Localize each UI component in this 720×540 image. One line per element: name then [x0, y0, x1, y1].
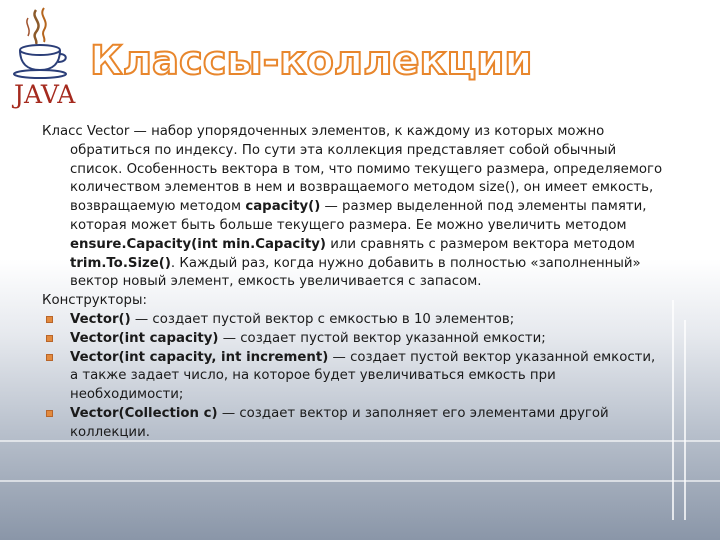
intro-text: . Каждый раз, когда нужно добавить в полностью «заполненный» вектор новый элемент, емкость увеличивается с запасом.	[70, 255, 641, 290]
method-capacity: capacity()	[245, 199, 321, 215]
constructor-description: — создает пустой вектор с емкостью в 10 элементов;	[130, 311, 515, 327]
decor-stripe	[684, 320, 686, 520]
java-logo	[6, 4, 76, 108]
intro-text: или сравнять с размером вектора методом	[325, 236, 635, 252]
coffee-cup-icon	[6, 4, 76, 82]
intro-text: — размер выделенной под элементы памяти, которая может быть больше текущего размера. Ее можно увеличить методом	[70, 199, 647, 233]
list-item	[42, 349, 664, 405]
constructor-description: — создает вектор и заполняет его элементами другой коллекции.	[70, 405, 609, 440]
decor-stripe	[0, 480, 720, 482]
constructors-list	[42, 311, 664, 443]
constructor-signature: Vector(int capacity, int increment)	[70, 349, 329, 365]
intro-paragraph	[42, 123, 664, 292]
intro-lead: Класс Vector	[42, 124, 130, 139]
constructor-signature: Vector(int capacity)	[70, 330, 219, 346]
constructor-description: — создает пустой вектор указанной емкости;	[218, 330, 546, 346]
bullet-icon	[46, 316, 53, 323]
java-logo-text: JAVA	[14, 80, 76, 109]
constructor-description: — создает пустой вектор указанной емкости, а также задает число, на которое будет увеличиваться емкость при необходимости;	[70, 349, 656, 403]
slide-body	[42, 123, 664, 443]
constructor-signature: Vector(Collection c)	[70, 405, 218, 421]
list-item	[42, 311, 664, 330]
intro-text: — набор упорядоченных элементов, к каждому из которых можно обратиться по индексу. По сути эта коллекция представляет собой обычный список. Особенность вектора в том, что помимо текущего размера, определяемого количеством элементов в нем и возвращаемого методом size(), он имеет емкость, возвращаемую методом	[70, 124, 663, 215]
method-ensure-capacity: ensure.Capacity(int min.Capacity)	[70, 236, 326, 252]
bullet-icon	[46, 354, 53, 361]
bullet-icon	[46, 410, 53, 417]
slide-title: Классы-коллекции	[90, 38, 533, 84]
list-item	[42, 405, 664, 443]
list-item	[42, 330, 664, 349]
constructors-label: Конструкторы:	[42, 293, 147, 309]
decor-stripe	[672, 300, 674, 520]
constructor-signature: Vector()	[70, 311, 131, 327]
method-trim-to-size: trim.To.Size()	[70, 255, 171, 271]
bullet-icon	[46, 335, 53, 342]
